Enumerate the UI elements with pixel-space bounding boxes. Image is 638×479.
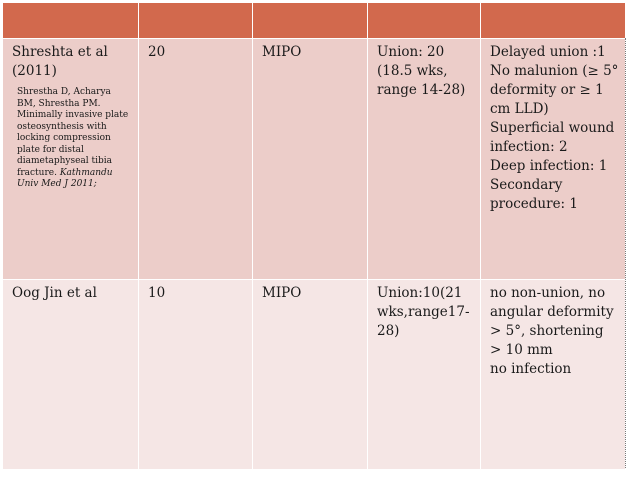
sample-size-cell: 20 xyxy=(139,39,253,280)
complication-item: Delayed union :1 xyxy=(490,44,606,60)
complication-item: No malunion (≥ 5° deformity or ≥ 1 cm LLD) xyxy=(490,63,619,117)
study-cell xyxy=(3,280,139,470)
complications-cell xyxy=(481,39,626,280)
technique-cell: MIPO xyxy=(253,280,368,470)
header-cell xyxy=(481,3,626,39)
header-cell xyxy=(368,3,481,39)
study-cell xyxy=(3,39,139,280)
header-cell xyxy=(253,3,368,39)
comparison-table xyxy=(2,2,626,470)
complication-item: Deep infection: 1 xyxy=(490,158,608,174)
union-cell: Union: 20 (18.5 wks, range 14-28) xyxy=(368,39,481,280)
complication-item: Superficial wound infection: 2 xyxy=(490,120,615,155)
citation-text: Shrestha D, Acharya BM, Shrestha PM. Minimally invasive plate osteosynthesis with locking compression plate for distal diametaphyseal tibia fracture. xyxy=(17,87,129,178)
study-name: Oog Jin et al xyxy=(12,285,97,301)
table-row xyxy=(3,39,626,280)
complication-item: no infection xyxy=(490,361,572,377)
header-cell xyxy=(3,3,139,39)
citation-journal: Kathmandu Univ Med J 2011; xyxy=(17,167,113,189)
technique-cell: MIPO xyxy=(253,39,368,280)
complications-cell xyxy=(481,280,626,470)
citation xyxy=(17,87,132,191)
complication-item: no non-union, no angular deformity > 5°, shortening > 10 mm xyxy=(490,285,614,358)
header-cell xyxy=(139,3,253,39)
study-name: Shreshta et al (2011) xyxy=(12,44,108,79)
slide-bottom-margin xyxy=(0,470,638,479)
sample-size-cell: 10 xyxy=(139,280,253,470)
table-header-row xyxy=(3,3,626,39)
complication-item: Secondary procedure: 1 xyxy=(490,177,578,212)
table-row xyxy=(3,280,626,470)
slide-edge-rule xyxy=(625,38,626,468)
union-cell: Union:10(21 wks,range17-28) xyxy=(368,280,481,470)
